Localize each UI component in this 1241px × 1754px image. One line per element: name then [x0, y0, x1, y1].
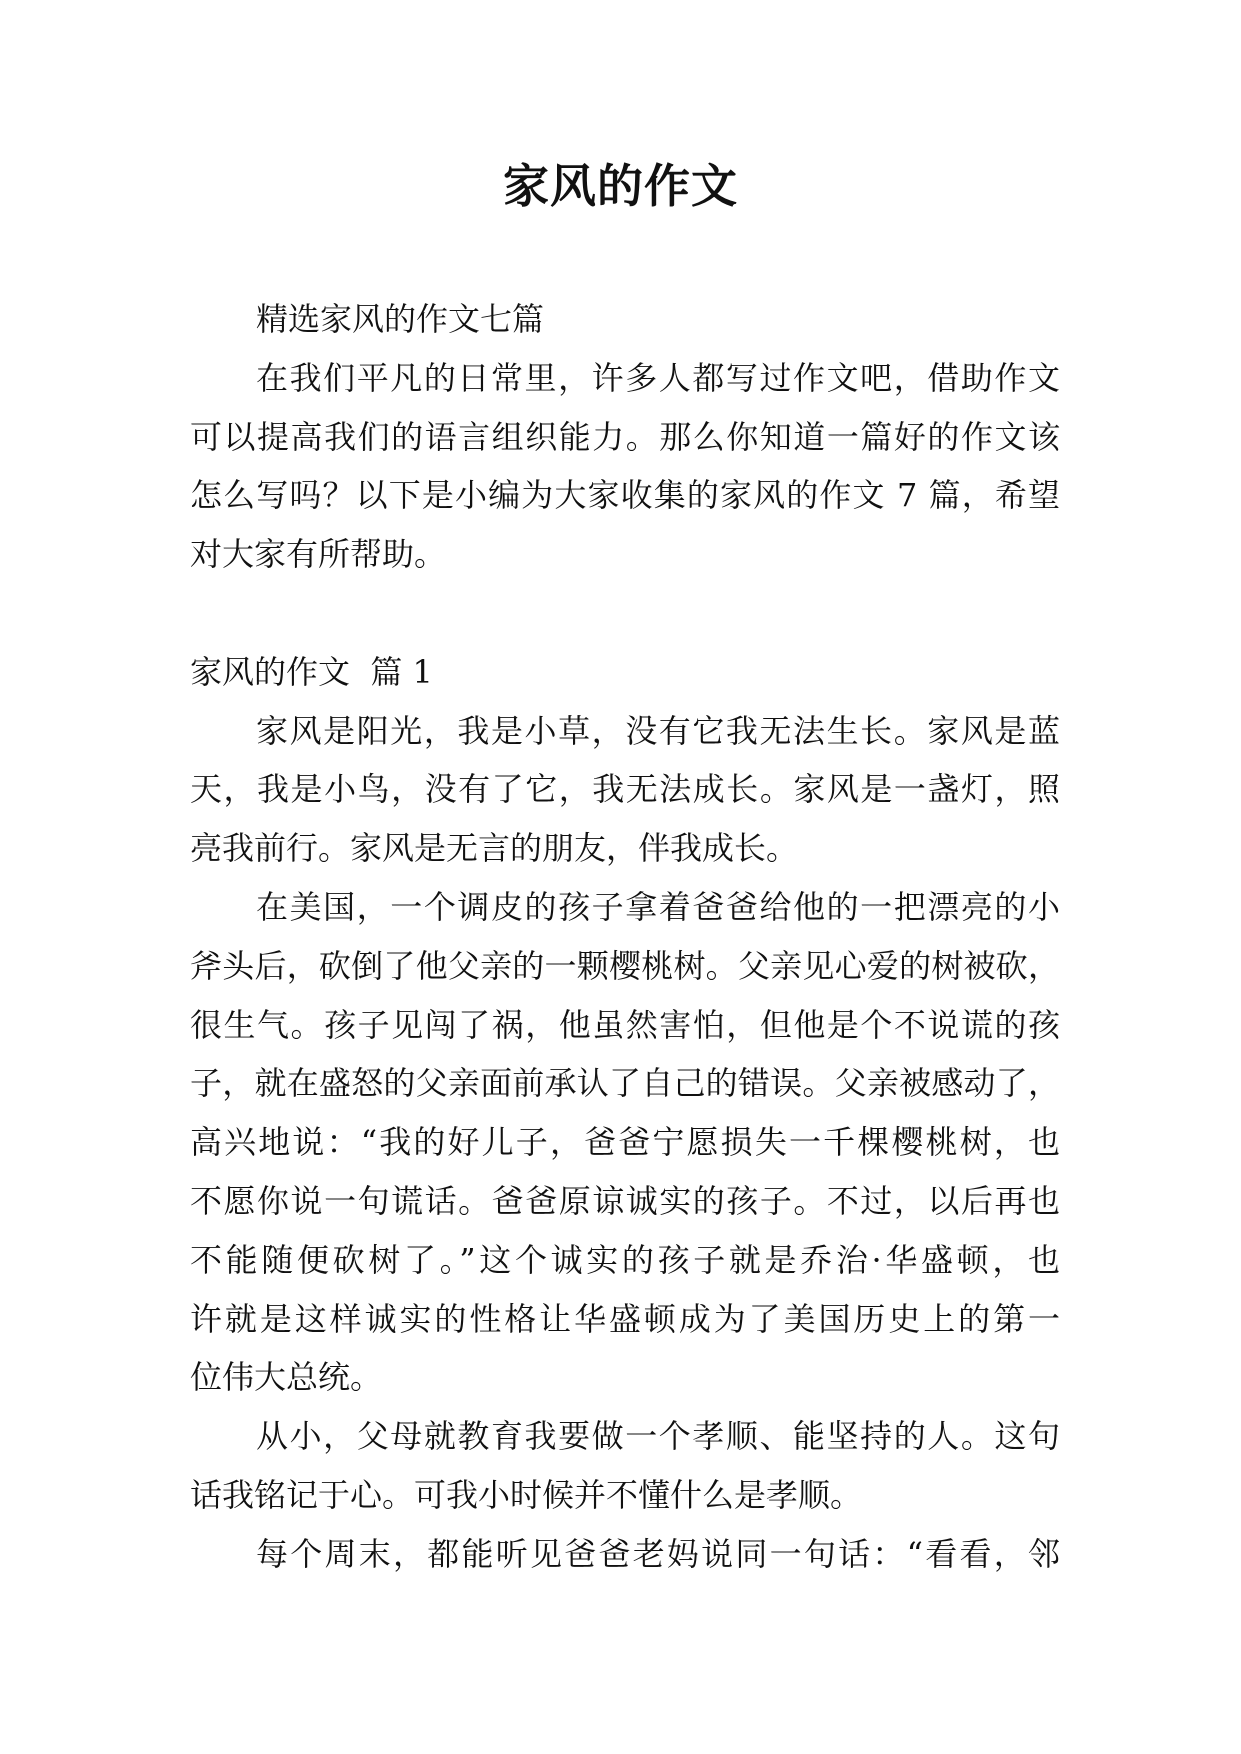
text-line: 在美国，一个调皮的孩子拿着爸爸给他的一把漂亮的小 [256, 887, 1060, 926]
text-line: 天，我是小鸟，没有了它，我无法成长。家风是一盏灯，照 [190, 770, 1060, 809]
text-line: 可以提高我们的语言组织能力。那么你知道一篇好的作文该 [190, 417, 1060, 456]
text-line: 从小，父母就教育我要做一个孝顺、能坚持的人。这句 [256, 1417, 1060, 1456]
text-line: 位伟大总统。 [190, 1358, 383, 1397]
document-title: 家风的作文 [503, 159, 738, 213]
paragraph [190, 1407, 1060, 1525]
intro-heading: 精选家风的作文七篇 [256, 300, 545, 338]
paragraph [190, 1525, 1060, 1584]
text-line: 许就是这样诚实的性格让华盛顿成为了美国历史上的第一 [190, 1299, 1060, 1338]
intro-paragraph [190, 349, 1060, 584]
text-line: 不能随便砍树了。”这个诚实的孩子就是乔治·华盛顿，也 [190, 1240, 1060, 1279]
text-line: 话我铭记于心。可我小时候并不懂什么是孝顺。 [190, 1475, 863, 1514]
text-line: 每个周末，都能听见爸爸老妈说同一句话：“看看，邻 [256, 1534, 1060, 1573]
text-line: 高兴地说：“我的好儿子，爸爸宁愿损失一千棵樱桃树，也 [190, 1123, 1060, 1162]
text-line: 亮我前行。家风是无言的朋友，伴我成长。 [190, 829, 799, 868]
blank-line [190, 584, 1060, 643]
text-line: 在我们平凡的日常里，许多人都写过作文吧，借助作文 [256, 358, 1060, 397]
text-line: 很生气。孩子见闯了祸，他虽然害怕，但他是个不说谎的孩 [190, 1005, 1060, 1044]
text-line: 家风是阳光，我是小草，没有它我无法生长。家风是蓝 [256, 711, 1060, 750]
text-line: 怎么写吗？以下是小编为大家收集的家风的作文 7 篇，希望 [190, 476, 1060, 515]
text-line: 不愿你说一句谎话。爸爸原谅诚实的孩子。不过，以后再也 [190, 1181, 1060, 1220]
text-line: 对大家有所帮助。 [190, 535, 447, 574]
document-body [190, 290, 1060, 1584]
paragraph [190, 702, 1060, 878]
section-heading: 家风的作文 篇 1 [190, 652, 433, 691]
text-line: 子，就在盛怒的父亲面前承认了自己的错误。父亲被感动了， [190, 1064, 1060, 1103]
paragraph [190, 878, 1060, 1407]
text-line: 斧头后，砍倒了他父亲的一颗樱桃树。父亲见心爱的树被砍， [190, 946, 1060, 985]
